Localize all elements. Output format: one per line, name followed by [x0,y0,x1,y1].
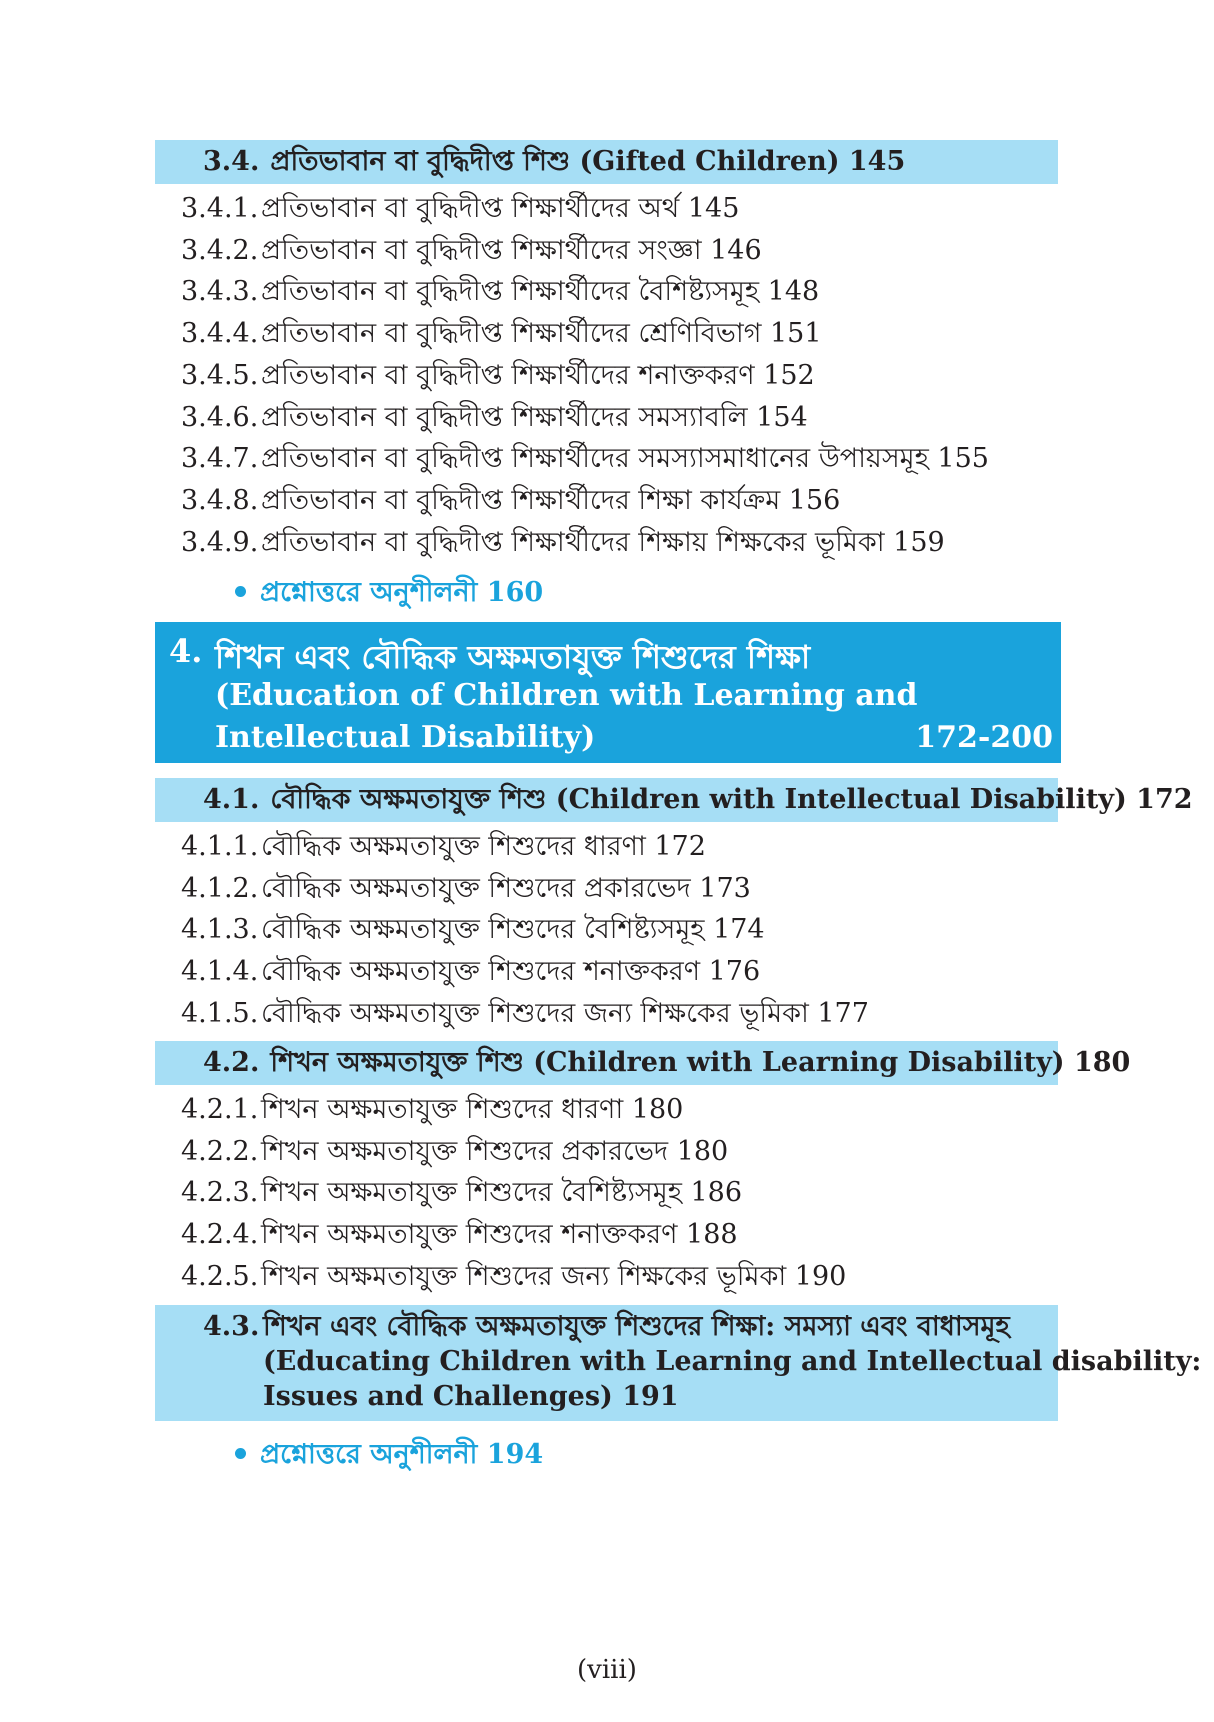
section-number: 4.3. [203,1311,260,1342]
entry-text: শিখন অক্ষমতাযুক্ত শিশুদের শনাক্তকরণ 188 [261,1219,738,1251]
practice-text: প্রশ্নোত্তরে অনুশীলনী 160 [260,577,544,608]
toc-entry [181,1214,1061,1256]
entry-number: 4.2.3. [181,1177,259,1209]
entry-text: বৌদ্ধিক অক্ষমতাযুক্ত শিশুদের শনাক্তকরণ 176 [261,956,761,988]
practice-entry-3-4 [235,572,543,617]
entry-text: বৌদ্ধিক অক্ষমতাযুক্ত শিশুদের জন্য শিক্ষকের ভূমিকা 177 [261,997,869,1029]
entry-number: 4.1.4. [181,956,259,988]
section-heading-4-1 [155,778,1193,822]
toc-entry [181,993,1061,1035]
subsection-list-4-1 [181,826,1061,1035]
toc-entry [181,1256,1061,1298]
bullet-icon [235,1448,246,1459]
section-title-line: শিখন এবং বৌদ্ধিক অক্ষমতাযুক্ত শিশুদের শিক্ষা: সমস্যা এবং বাধাসমূহ [263,1311,1010,1342]
entry-text: প্রতিভাবান বা বুদ্ধিদীপ্ত শিক্ষার্থীদের সংজ্ঞা 146 [261,234,762,266]
entry-text: শিখন অক্ষমতাযুক্ত শিশুদের জন্য শিক্ষকের ভূমিকা 190 [261,1260,847,1292]
entry-number: 3.4.2. [181,234,259,266]
entry-text: প্রতিভাবান বা বুদ্ধিদীপ্ত শিক্ষার্থীদের অর্থ 145 [261,193,740,224]
section-heading-4-2 [155,1041,1131,1085]
section-title-line: Issues and Challenges) 191 [263,1381,679,1412]
section-heading-4-3 [155,1305,1202,1421]
entry-number: 4.1.3. [181,914,259,946]
entry-text: প্রতিভাবান বা বুদ্ধিদীপ্ত শিক্ষার্থীদের শ্রেণিবিভাগ 151 [261,318,822,350]
entry-number: 4.2.5. [181,1260,259,1292]
chapter-title-english-line1: (Education of Children with Learning and [215,678,918,713]
entry-text: প্রতিভাবান বা বুদ্ধিদীপ্ত শিক্ষার্থীদের সমস্যাসমাধানের উপায়সমূহ 155 [261,443,989,475]
entry-number: 4.2.1. [181,1094,259,1125]
toc-entry [181,480,1061,522]
entry-text: প্রতিভাবান বা বুদ্ধিদীপ্ত শিক্ষার্থীদের বৈশিষ্ট্যসমূহ 148 [261,276,820,308]
toc-entry [181,271,1061,313]
entry-number: 3.4.7. [181,443,259,475]
chapter-title-english-line2: Intellectual Disability) [215,720,596,755]
toc-entry [181,188,1061,230]
entry-text: বৌদ্ধিক অক্ষমতাযুক্ত শিশুদের ধারণা 172 [261,831,706,862]
toc-entry [181,826,1061,868]
section-title-lines [263,1309,1202,1414]
toc-entry [181,522,1061,564]
subsection-list-3-4 [181,188,1061,563]
toc-entry [181,1131,1061,1173]
section-title: বৌদ্ধিক অক্ষমতাযুক্ত শিশু (Children with Intellectual Disability) 172 [270,784,1193,815]
chapter-title-bengali: শিখন এবং বৌদ্ধিক অক্ষমতাযুক্ত শিশুদের শিক্ষা [215,638,811,676]
section-title-line: (Educating Children with Learning and Intellectual disability: [263,1346,1202,1377]
entry-text: বৌদ্ধিক অক্ষমতাযুক্ত শিশুদের বৈশিষ্ট্যসমূহ 174 [261,914,765,946]
entry-text: প্রতিভাবান বা বুদ্ধিদীপ্ত শিক্ষার্থীদের শিক্ষা কার্যক্রম 156 [261,484,841,516]
page-number: (viii) [577,1655,637,1685]
practice-entry-4 [235,1434,543,1479]
entry-number: 4.1.2. [181,872,259,904]
entry-number: 4.1.5. [181,997,259,1029]
entry-text: শিখন অক্ষমতাযুক্ত শিশুদের বৈশিষ্ট্যসমূহ 186 [261,1177,743,1209]
section-heading-3-4 [155,140,1058,184]
section-title: প্রতিভাবান বা বুদ্ধিদীপ্ত শিশু (Gifted Children) 145 [270,146,906,177]
toc-entry [181,313,1061,355]
section-number: 4.2. [203,1047,260,1078]
toc-entry [181,951,1061,993]
subsection-list-4-2 [181,1089,1061,1298]
toc-entry [181,868,1061,910]
entry-text: প্রতিভাবান বা বুদ্ধিদীপ্ত শিক্ষার্থীদের শিক্ষায় শিক্ষকের ভূমিকা 159 [261,526,945,558]
chapter-page-range: 172-200 [915,720,1053,755]
chapter-number: 4. [169,632,203,670]
entry-number: 3.4.1. [181,193,259,224]
entry-text: বৌদ্ধিক অক্ষমতাযুক্ত শিশুদের প্রকারভেদ 173 [261,872,751,904]
entry-number: 3.4.8. [181,484,259,516]
entry-number: 3.4.5. [181,359,259,391]
entry-number: 4.2.2. [181,1135,259,1167]
entry-number: 3.4.4. [181,318,259,350]
entry-number: 3.4.9. [181,526,259,558]
entry-text: প্রতিভাবান বা বুদ্ধিদীপ্ত শিক্ষার্থীদের সমস্যাবলি 154 [261,401,808,433]
practice-text: প্রশ্নোত্তরে অনুশীলনী 194 [260,1439,544,1470]
entry-text: প্রতিভাবান বা বুদ্ধিদীপ্ত শিক্ষার্থীদের শনাক্তকরণ 152 [261,359,815,391]
entry-number: 4.1.1. [181,831,259,862]
entry-text: শিখন অক্ষমতাযুক্ত শিশুদের প্রকারভেদ 180 [261,1135,729,1167]
bullet-icon [235,586,246,597]
section-number: 4.1. [203,784,260,815]
entry-number: 3.4.3. [181,276,259,308]
entry-text: শিখন অক্ষমতাযুক্ত শিশুদের ধারণা 180 [261,1094,684,1125]
toc-entry [181,438,1061,480]
toc-entry [181,909,1061,951]
chapter-heading-4 [155,622,1061,763]
entry-number: 4.2.4. [181,1219,259,1251]
toc-entry [181,355,1061,397]
entry-number: 3.4.6. [181,401,259,433]
toc-entry [181,1089,1061,1131]
section-number: 3.4. [203,146,260,177]
section-title: শিখন অক্ষমতাযুক্ত শিশু (Children with Learning Disability) 180 [270,1047,1131,1078]
toc-entry [181,230,1061,272]
toc-entry [181,1172,1061,1214]
toc-entry [181,397,1061,439]
